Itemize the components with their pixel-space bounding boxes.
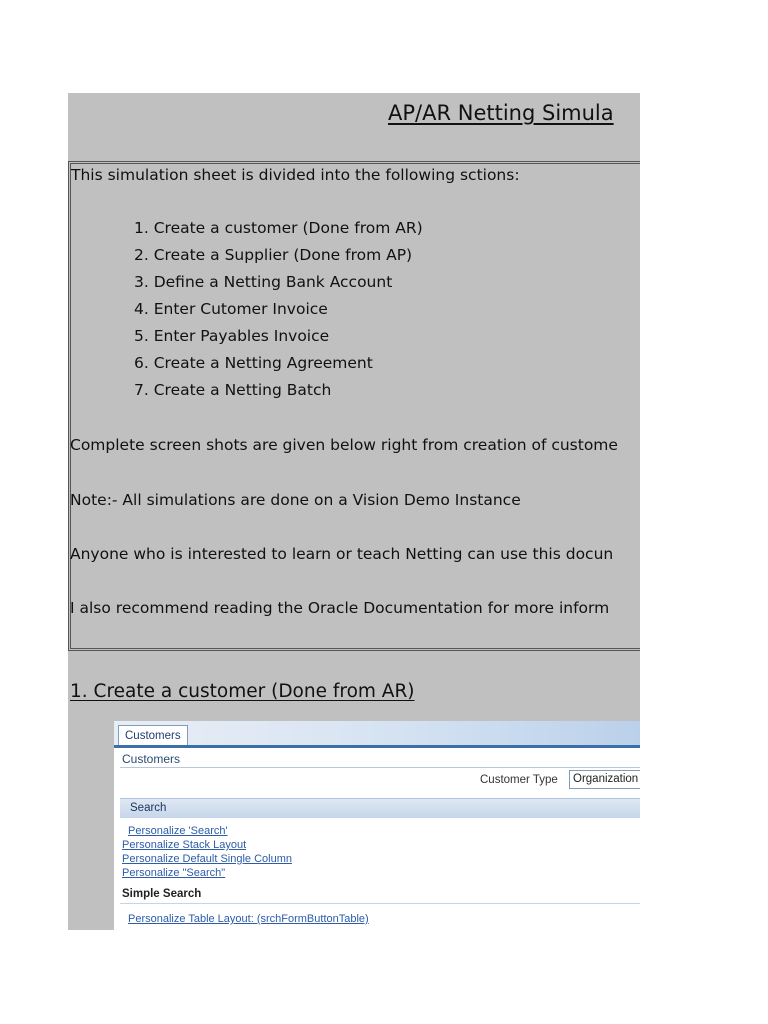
section-item: 6. Create a Netting Agreement bbox=[134, 354, 373, 372]
section-item: 4. Enter Cutomer Invoice bbox=[134, 300, 328, 318]
paragraph-note: Note:- All simulations are done on a Vision Demo Instance bbox=[70, 491, 521, 509]
personalize-default-single-column-link[interactable]: Personalize Default Single Column bbox=[122, 853, 292, 865]
embedded-screenshot bbox=[114, 721, 640, 930]
tab-bar bbox=[114, 721, 640, 748]
document-title: AP/AR Netting Simula bbox=[388, 101, 614, 125]
personalize-search-quoted-link[interactable]: Personalize "Search" bbox=[122, 867, 226, 879]
header-divider bbox=[120, 767, 640, 768]
tab-customers[interactable]: Customers bbox=[118, 725, 188, 745]
paragraph-screenshots: Complete screen shots are given below right from creation of custome bbox=[70, 436, 618, 454]
personalize-search-link[interactable]: Personalize 'Search' bbox=[128, 825, 228, 837]
section-item: 3. Define a Netting Bank Account bbox=[134, 273, 393, 291]
paragraph-recommendation: I also recommend reading the Oracle Documentation for more inform bbox=[70, 599, 610, 617]
paragraph-audience: Anyone who is interested to learn or teach Netting can use this docun bbox=[70, 545, 614, 563]
section-item: 1. Create a customer (Done from AR) bbox=[134, 219, 423, 237]
personalize-stack-layout-link[interactable]: Personalize Stack Layout bbox=[122, 839, 247, 851]
search-header-bar bbox=[120, 798, 640, 818]
section-item: 2. Create a Supplier (Done from AP) bbox=[134, 246, 413, 264]
section-item: 5. Enter Payables Invoice bbox=[134, 327, 330, 345]
section-heading: 1. Create a customer (Done from AR) bbox=[70, 681, 415, 702]
customer-type-select[interactable]: Organization bbox=[569, 770, 640, 789]
document-sheet bbox=[68, 93, 640, 930]
page-title: Customers bbox=[122, 752, 181, 766]
search-header: Search bbox=[130, 802, 167, 814]
intro-text: This simulation sheet is divided into the following sctions: bbox=[71, 166, 520, 184]
personalize-table-layout-link[interactable]: Personalize Table Layout: (srchFormButtonTable) bbox=[128, 913, 369, 925]
customer-type-label: Customer Type bbox=[480, 774, 558, 786]
section-item: 7. Create a Netting Batch bbox=[134, 381, 332, 399]
simple-search-label: Simple Search bbox=[122, 888, 202, 900]
simple-search-divider bbox=[120, 903, 640, 904]
